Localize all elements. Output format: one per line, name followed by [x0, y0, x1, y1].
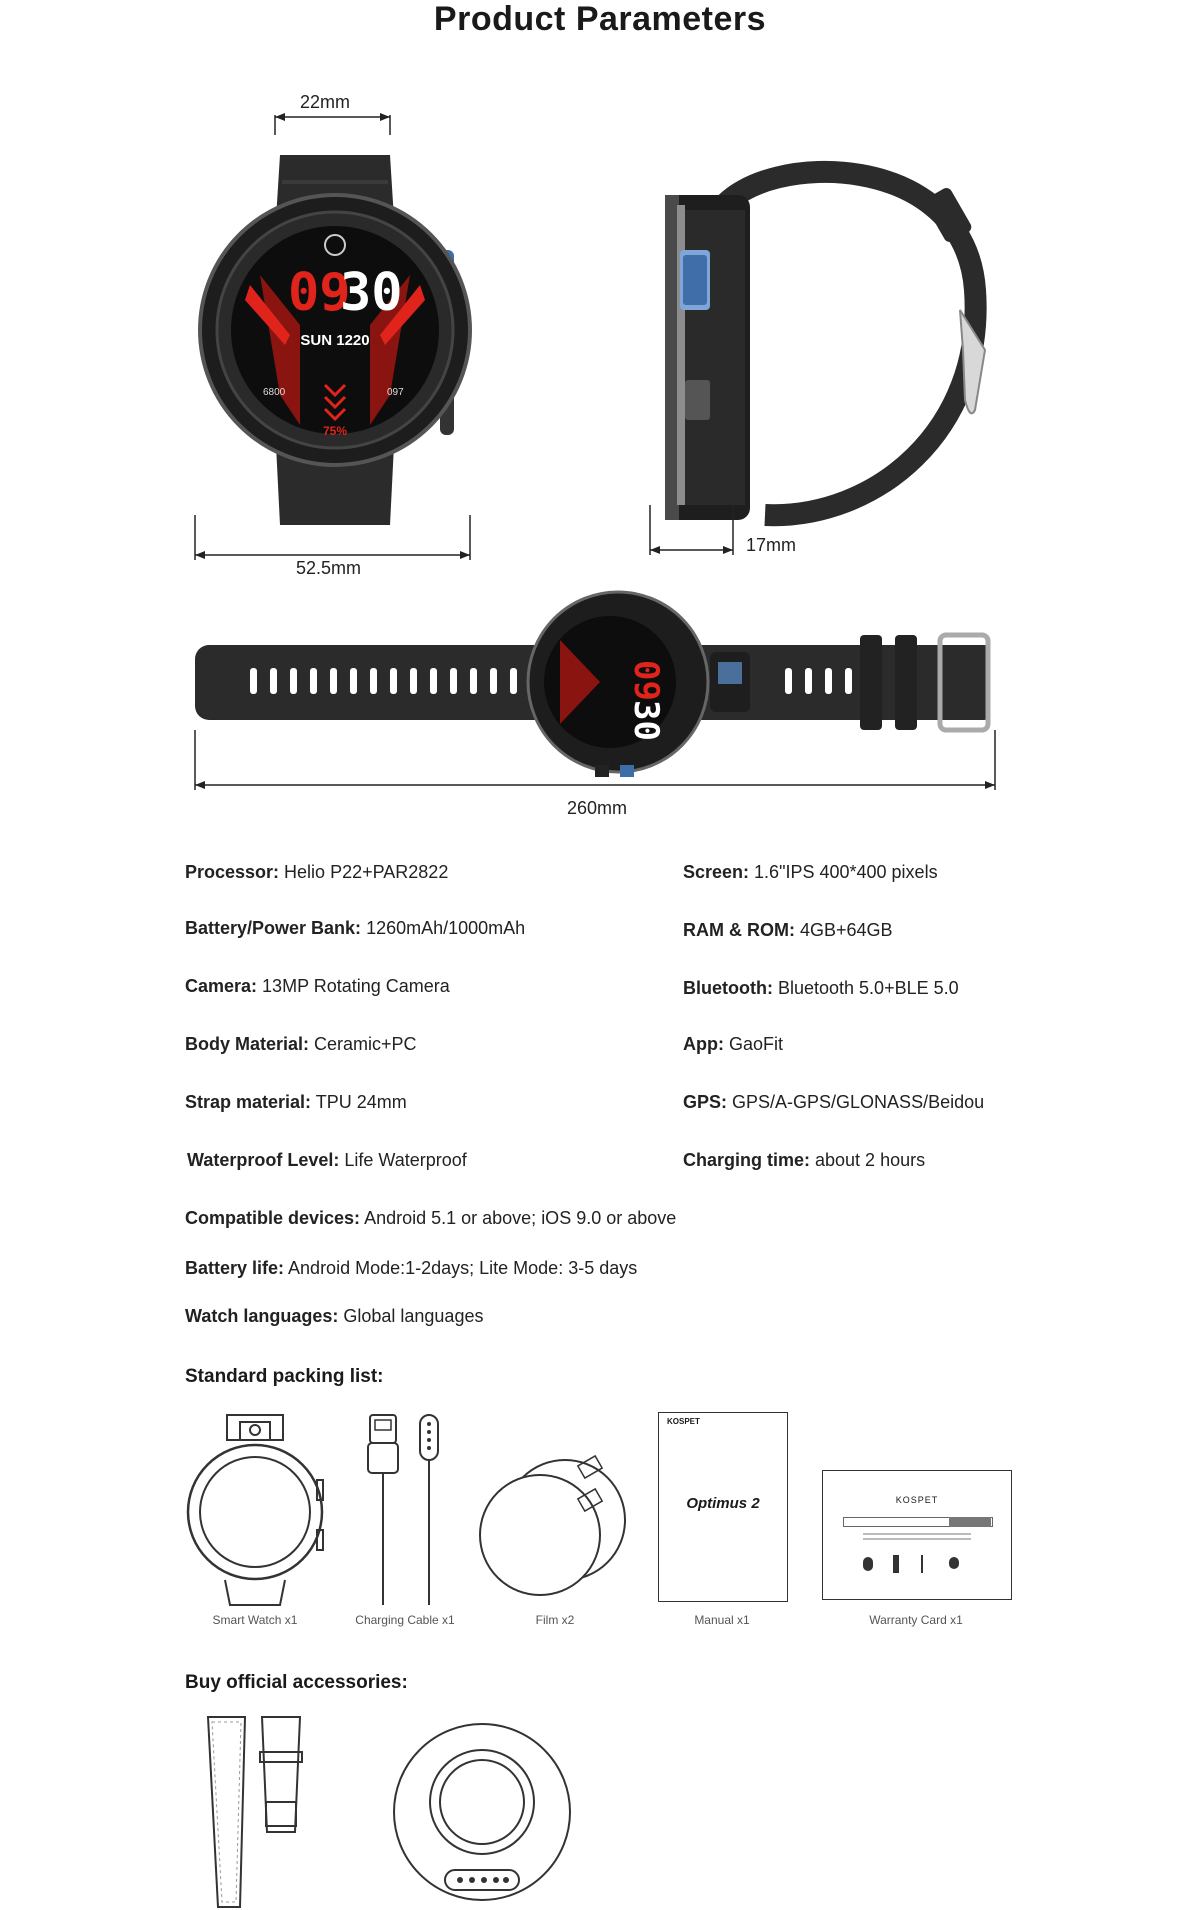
spec-body-material: Body Material: Ceramic+PC — [185, 1034, 417, 1054]
accessory-strap-icon — [200, 1712, 310, 1907]
spec-battery-life: Battery life: Android Mode:1-2days; Lite Mode: 3-5 days — [185, 1258, 638, 1278]
packing-manual-icon — [658, 1412, 788, 1602]
spec-watch-languages: Watch languages: Global languages — [185, 1306, 484, 1326]
manual-brand: KOSPET — [667, 1417, 700, 1426]
packing-caption-cable: Charging Cable x1 — [355, 1613, 455, 1627]
face-date: SUN 1220 — [300, 332, 370, 349]
spec-waterproof: Waterproof Level: Life Waterproof — [187, 1150, 467, 1170]
spec-screen: Screen: 1.6"IPS 400*400 pixels — [683, 862, 938, 882]
packing-watch-icon — [185, 1410, 325, 1605]
thickness-label: 17mm — [746, 535, 797, 555]
face-steps: 6800 — [263, 387, 286, 398]
packing-film-icon — [480, 1455, 630, 1600]
packing-warranty-card-icon — [822, 1470, 1012, 1600]
packing-caption-watch: Smart Watch x1 — [212, 1613, 298, 1627]
spec-compatible-devices: Compatible devices: Android 5.1 or above; iOS 9.0 or above — [185, 1208, 677, 1228]
watch-side-view — [645, 150, 995, 570]
band-width-label: 22mm — [300, 92, 351, 112]
warranty-brand: KOSPET — [895, 1495, 939, 1505]
face-minute: 30 — [340, 263, 403, 323]
case-width-label: 52.5mm — [296, 558, 362, 578]
spec-gps: GPS: GPS/A-GPS/GLONASS/Beidou — [683, 1092, 985, 1112]
face-battery: 75% — [322, 424, 348, 438]
spec-charging-time: Charging time: about 2 hours — [683, 1150, 926, 1170]
packing-caption-manual: Manual x1 — [694, 1613, 750, 1627]
spec-ram-rom: RAM & ROM: 4GB+64GB — [683, 920, 893, 940]
page-title: Product Parameters — [433, 0, 767, 38]
packing-list-title: Standard packing list: — [185, 1366, 384, 1387]
face-hour: 09 — [288, 263, 351, 323]
accessory-charger-icon — [390, 1720, 575, 1905]
spec-processor: Processor: Helio P22+PAR2822 — [185, 862, 449, 882]
svg-text:09: 09 — [626, 660, 666, 701]
spec-battery: Battery/Power Bank: 1260mAh/1000mAh — [185, 918, 526, 938]
face-heart: 097 — [387, 387, 404, 398]
accessories-title: Buy official accessories: — [185, 1672, 408, 1693]
manual-title: Optimus 2 — [686, 1495, 760, 1512]
svg-text:30: 30 — [626, 700, 666, 741]
spec-bluetooth: Bluetooth: Bluetooth 5.0+BLE 5.0 — [683, 978, 959, 998]
spec-strap-material: Strap material: TPU 24mm — [185, 1092, 407, 1112]
total-length-label: 260mm — [567, 798, 628, 818]
packing-cable-icon — [365, 1410, 445, 1605]
packing-caption-warranty: Warranty Card x1 — [869, 1613, 963, 1627]
spec-app: App: GaoFit — [683, 1034, 784, 1054]
watch-front-view — [190, 95, 480, 575]
packing-caption-film: Film x2 — [535, 1613, 575, 1627]
watch-full-length-view — [190, 590, 1010, 800]
spec-camera: Camera: 13MP Rotating Camera — [185, 976, 450, 996]
